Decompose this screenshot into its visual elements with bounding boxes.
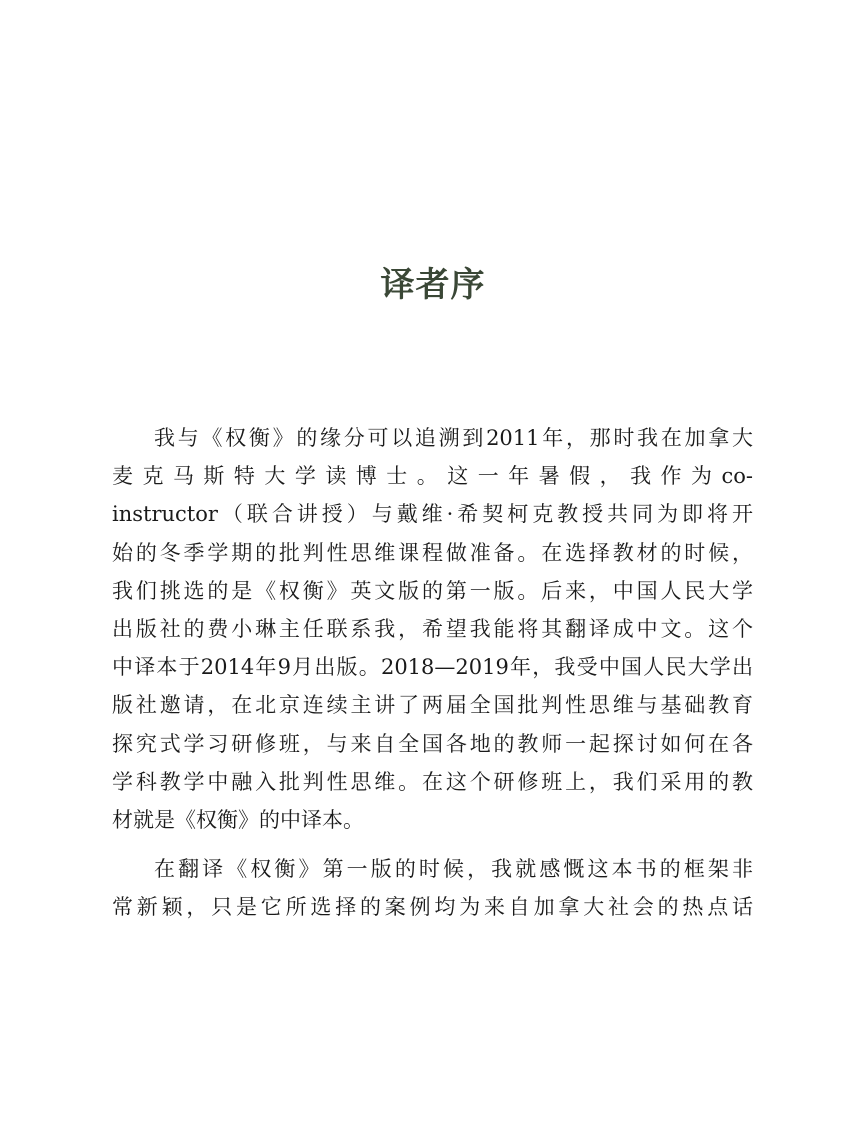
text-line: 版社邀请，在北京连续主讲了两届全国批判性思维与基础教育 bbox=[112, 693, 753, 718]
document-body bbox=[112, 419, 753, 926]
text-line: 出版社的费小琳主任联系我，希望我能将其翻译成中文。这个 bbox=[112, 616, 753, 641]
page-title: 译者序 bbox=[380, 265, 486, 305]
text-line: 学科教学中融入批判性思维。在这个研修班上，我们采用的教 bbox=[112, 769, 753, 794]
text-line: instructor（联合讲授）与戴维·希契柯克教授共同为即将开 bbox=[112, 502, 753, 527]
text-line: 我们挑选的是《权衡》英文版的第一版。后来，中国人民大学 bbox=[112, 578, 753, 603]
text-line: 探究式学习研修班，与来自全国各地的教师一起探讨如何在各 bbox=[112, 731, 753, 756]
text-line: 始的冬季学期的批判性思维课程做准备。在选择教材的时候， bbox=[112, 540, 753, 565]
paragraph-1 bbox=[112, 419, 753, 839]
text-line: 中译本于2014年9月出版。2018—2019年，我受中国人民大学出 bbox=[112, 655, 753, 680]
paragraph-2 bbox=[112, 850, 753, 926]
text-line: 材就是《权衡》的中译本。 bbox=[112, 807, 364, 832]
text-line: 在翻译《权衡》第一版的时候，我就感慨这本书的框架非 bbox=[154, 857, 753, 882]
text-line: 常新颖，只是它所选择的案例均为来自加拿大社会的热点话 bbox=[112, 895, 753, 920]
text-line: 麦克马斯特大学读博士。这一年暑假，我作为co- bbox=[112, 464, 753, 489]
text-line: 我与《权衡》的缘分可以追溯到2011年，那时我在加拿大 bbox=[154, 426, 753, 450]
